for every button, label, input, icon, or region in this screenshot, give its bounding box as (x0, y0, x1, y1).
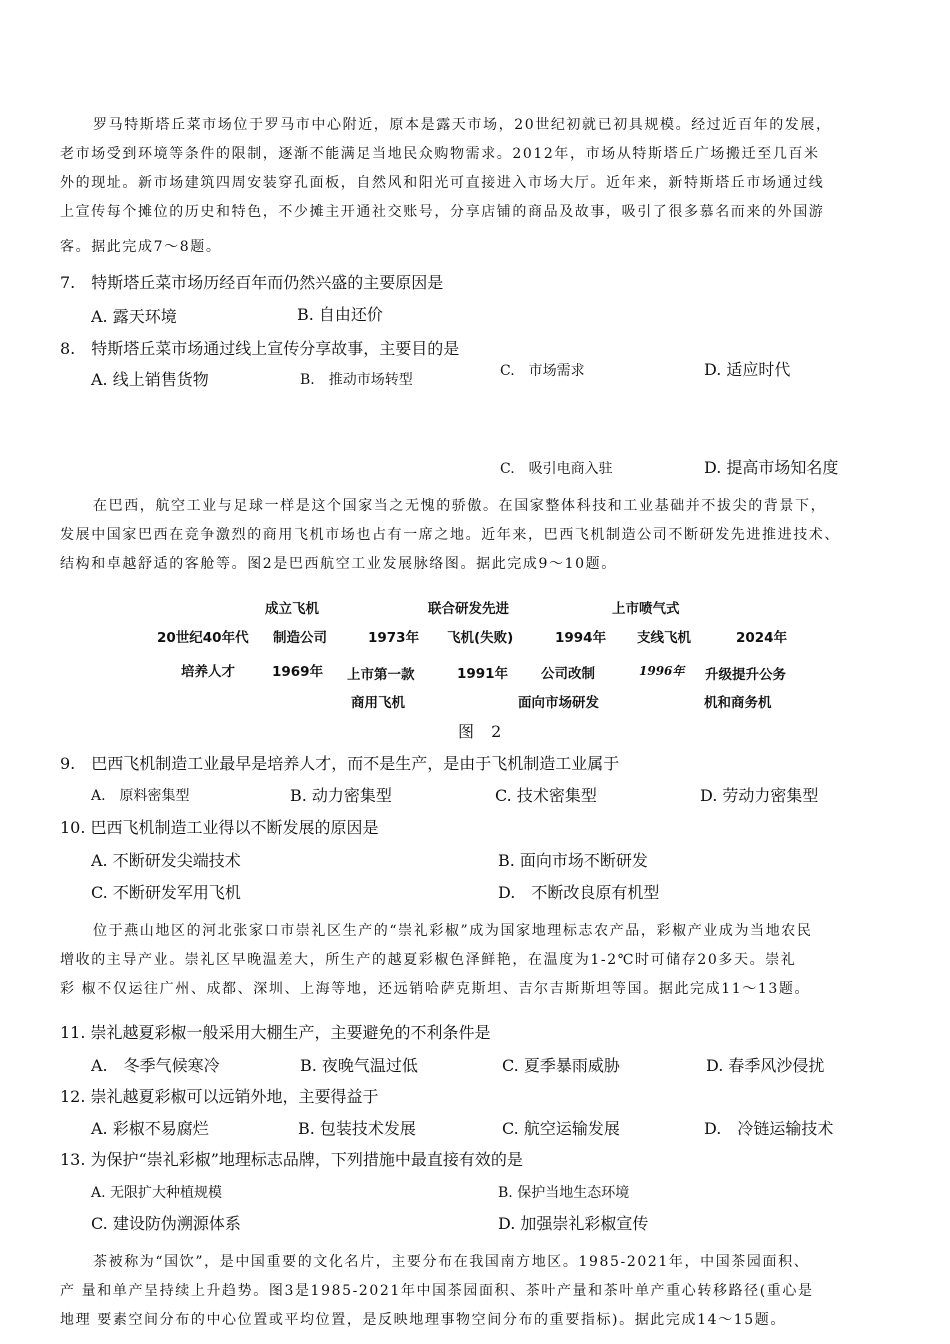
question-12-option-c: C. 航空运输发展 (502, 1119, 620, 1138)
passage-4-line-1: 茶被称为“国饮”，是中国重要的文化名片，主要分布在我国南方地区。1985-2021年，中国茶园面积、 (93, 1254, 810, 1270)
passage-3-line-1: 位于燕山地区的河北张家口市崇礼区生产的“崇礼彩椒”成为国家地理标志农产品，彩椒产业成为当地农民 (93, 923, 813, 939)
timeline-low-5: 公司改制 (541, 666, 595, 682)
question-11-option-b: B. 夜晚气温过低 (300, 1056, 418, 1075)
question-10-option-a: A. 不断研发尖端技术 (91, 851, 241, 870)
timeline-low-4: 1991年 (457, 666, 509, 682)
question-13-option-d: D. 加强崇礼彩椒宣传 (498, 1214, 649, 1233)
question-10-option-b: B. 面向市场不断研发 (498, 851, 648, 870)
question-9-option-b: B. 动力密集型 (290, 786, 392, 805)
timeline-bottom-1: 商用飞机 (351, 695, 405, 711)
timeline-mid-7: 2024年 (736, 630, 788, 646)
question-11-option-a: A. 冬季气候寒冷 (91, 1056, 220, 1075)
question-10-stem: 10. 巴西飞机制造工业得以不断发展的原因是 (60, 818, 379, 837)
question-9-option-c: C. 技术密集型 (495, 786, 597, 805)
question-7-option-a: A. 露天环境 (91, 307, 177, 326)
question-13-option-a: A. 无限扩大种植规模 (91, 1185, 223, 1201)
timeline-top-3: 上市喷气式 (612, 601, 680, 617)
question-9-stem: 9. 巴西飞机制造工业最早是培养人才，而不是生产，是由于飞机制造工业属于 (60, 754, 620, 773)
question-8-option-c-alt: C. 吸引电商入驻 (500, 461, 613, 477)
question-12-option-b: B. 包装技术发展 (298, 1119, 416, 1138)
timeline-top-1: 成立飞机 (265, 601, 319, 617)
question-8-option-a: A. 线上销售货物 (91, 370, 209, 389)
question-8-option-d: D. 适应时代 (704, 360, 791, 379)
question-13-option-b: B. 保护当地生态环境 (498, 1185, 630, 1201)
passage-1-line-2: 老市场受到环境等条件的限制，逐渐不能满足当地民众购物需求。2012年，市场从特斯塔丘广场搬迁至几百米 (60, 146, 820, 162)
figure-2-caption: 图 2 (458, 722, 508, 741)
question-13-option-c: C. 建设防伪溯源体系 (91, 1214, 241, 1233)
passage-3-line-3: 彩 椒不仅运往广州、成都、深圳、上海等地，还远销哈萨克斯坦、吉尔吉斯斯坦等国。据此完成11～13题。 (60, 981, 811, 997)
passage-4-line-2: 产 量和单产呈持续上升趋势。图3是1985-2021年中国茶园面积、茶叶产量和茶叶单产重心转移路径(重心是 (60, 1283, 814, 1299)
question-11-option-c: C. 夏季暴雨威胁 (502, 1056, 620, 1075)
timeline-mid-2: 制造公司 (273, 630, 327, 646)
timeline-mid-6: 支线飞机 (637, 630, 691, 646)
passage-1-line-1: 罗马特斯塔丘菜市场位于罗马市中心附近，原本是露天市场，20世纪初就已初具规模。经过近百年的发展， (93, 117, 832, 133)
passage-1-line-4: 上宣传每个摊位的历史和特色，不少摊主开通社交账号，分享店铺的商品及故事，吸引了很多慕名而来的外国游 (60, 204, 825, 220)
timeline-low-1: 培养人才 (181, 664, 235, 680)
timeline-mid-4: 飞机(失败) (447, 630, 514, 646)
question-11-option-d: D. 春季风沙侵扰 (706, 1056, 825, 1075)
question-9-option-d: D. 劳动力密集型 (700, 786, 819, 805)
passage-1 (60, 111, 892, 262)
timeline-mid-5: 1994年 (555, 630, 607, 646)
question-12-option-a: A. 彩椒不易腐烂 (91, 1119, 209, 1138)
passage-4-line-3: 地理 要素空间分布的中心位置或平均位置，是反映地理事物空间分布的重要指标)。据此完成14～15题。 (60, 1312, 786, 1328)
passage-2-line-3: 结构和卓越舒适的客舱等。图2是巴西航空工业发展脉络图。据此完成9～10题。 (60, 556, 617, 572)
question-10-option-d: D. 不断改良原有机型 (498, 883, 660, 902)
question-8-stem: 8. 特斯塔丘菜市场通过线上宣传分享故事，主要目的是 (60, 339, 460, 358)
timeline-mid-1: 20世纪40年代 (157, 630, 249, 646)
timeline-mid-3: 1973年 (368, 630, 420, 646)
passage-2-line-1: 在巴西，航空工业与足球一样是这个国家当之无愧的骄傲。在国家整体科技和工业基础并不拔尖的背景下， (93, 498, 827, 514)
timeline-low-6: 1996年 (639, 664, 685, 678)
question-11-stem: 11. 崇礼越夏彩椒一般采用大棚生产，主要避免的不利条件是 (60, 1023, 491, 1042)
timeline-low-3: 上市第一款 (347, 667, 415, 683)
timeline-bottom-3: 机和商务机 (704, 695, 772, 711)
timeline-bottom-2: 面向市场研发 (518, 695, 599, 711)
question-10-option-c: C. 不断研发军用飞机 (91, 883, 241, 902)
question-7-stem: 7. 特斯塔丘菜市场历经百年而仍然兴盛的主要原因是 (60, 273, 444, 292)
passage-1-line-5: 客。据此完成7～8题。 (60, 239, 222, 255)
passage-3 (60, 917, 892, 1004)
passage-1-line-3: 外的现址。新市场建筑四周安装穿孔面板，自然风和阳光可直接进入市场大厅。近年来，新特斯塔丘市场通过线 (60, 175, 825, 191)
passage-4 (60, 1248, 892, 1335)
passage-2 (60, 492, 892, 579)
timeline-low-2: 1969年 (272, 664, 324, 680)
question-12-stem: 12. 崇礼越夏彩椒可以远销外地，主要得益于 (60, 1087, 379, 1106)
passage-2-line-2: 发展中国家巴西在竞争激烈的商用飞机市场也占有一席之地。近年来，巴西飞机制造公司不断研发先进推进技术、 (60, 527, 840, 543)
timeline-low-7: 升级提升公务 (705, 667, 786, 683)
question-8-option-b: B. 推动市场转型 (300, 372, 413, 388)
question-8-option-d-alt: D. 提高市场知名度 (704, 458, 839, 477)
timeline-top-2: 联合研发先进 (428, 601, 509, 617)
question-7-option-b: B. 自由还价 (297, 305, 383, 324)
passage-3-line-2: 增收的主导产业。崇礼区早晚温差大，所生产的越夏彩椒色泽鲜艳，在温度为1-2℃时可储存20多天。崇礼 (60, 952, 797, 968)
question-12-option-d: D. 冷链运输技术 (704, 1119, 834, 1138)
question-13-stem: 13. 为保护“崇礼彩椒”地理标志品牌，下列措施中最直接有效的是 (60, 1150, 523, 1169)
question-9-option-a: A. 原料密集型 (91, 788, 190, 804)
question-8-option-c: C. 市场需求 (500, 363, 585, 379)
